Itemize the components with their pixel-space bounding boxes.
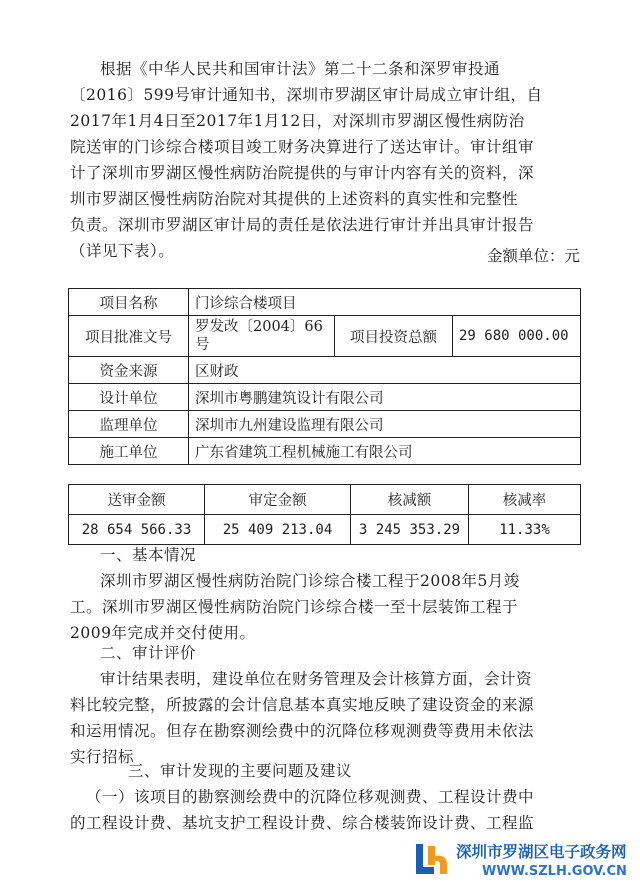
section-1-line-3: 2009年完成并交付使用。 (70, 624, 256, 642)
section-3-heading: 三、审计发现的主要问题及建议 (128, 762, 353, 780)
table-row (69, 438, 581, 465)
funding-label: 资金来源 (69, 357, 189, 384)
section-2-line-2: 料比较完整，所披露的会计信息基本真实地反映了建设资金的来源 (70, 696, 535, 714)
section-1-heading: 一、基本情况 (100, 546, 197, 564)
intro-line-3: 2017年1月4日至2017年1月12日，对深圳市罗湖区慢性病防治 (70, 112, 525, 130)
table-row (69, 515, 581, 545)
section-2-heading: 二、审计评价 (100, 644, 197, 662)
intro-line-6: 圳市罗湖区慢性病防治院对其提供的上述资料的真实性和完整性 (70, 190, 519, 208)
watermark-title: 深圳市罗湖区电子政务网 (456, 843, 627, 861)
submitted-amount-header: 送审金额 (69, 485, 205, 515)
investment-value: 29 680 000.00 (453, 316, 581, 357)
funding-value: 区财政 (189, 357, 581, 384)
approval-label: 项目批准文号 (69, 316, 189, 357)
audit-amount-table (68, 484, 581, 545)
section-2-line-1: 审计结果表明，建设单位在财务管理及会计核算方面，会计资 (100, 670, 533, 688)
table-row (69, 384, 581, 411)
supervision-value: 深圳市九州建设监理有限公司 (189, 411, 581, 438)
section-2-line-3: 和运用情况。但存在勘察测绘费中的沉降位移观测费等费用未依法 (70, 722, 535, 740)
section-1-line-2: 工。深圳市罗湖区慢性病防治院门诊综合楼一至十层装饰工程于 (70, 598, 519, 616)
lh-logo-icon (412, 840, 452, 880)
reduction-amount-value: 3 245 353.29 (351, 515, 469, 545)
intro-line-5: 计了深圳市罗湖区慢性病防治院提供的与审计内容有关的资料，深 (70, 164, 535, 182)
section-2-line-4: 实行招标 (70, 748, 135, 766)
submitted-amount-value: 28 654 566.33 (69, 515, 205, 545)
section-3-line-1: （一）该项目的勘察测绘费中的沉降位移观测费、工程设计费中 (86, 788, 535, 806)
table-row (69, 316, 581, 357)
project-name-label: 项目名称 (69, 289, 189, 316)
site-watermark (412, 836, 638, 886)
intro-line-4: 院送审的门诊综合楼项目竣工财务决算进行了送达审计。审计组审 (70, 138, 535, 156)
project-name-value: 门诊综合楼项目 (189, 289, 581, 316)
intro-line-7: 负责。深圳市罗湖区审计局的责任是依法进行审计并出具审计报告 (70, 216, 535, 234)
table-header-row (69, 485, 581, 515)
reduction-amount-header: 核减额 (351, 485, 469, 515)
construction-label: 施工单位 (69, 438, 189, 465)
reduction-rate-value: 11.33% (469, 515, 581, 545)
intro-line-8: （详见下表）。 (70, 242, 175, 260)
table-row (69, 357, 581, 384)
watermark-url: WWW.SZLH.GOV.CN (482, 864, 627, 879)
supervision-label: 监理单位 (69, 411, 189, 438)
amount-unit: 金额单位：元 (486, 247, 580, 265)
project-info-table (68, 288, 581, 465)
design-label: 设计单位 (69, 384, 189, 411)
approved-amount-header: 审定金额 (205, 485, 351, 515)
section-1-line-1: 深圳市罗湖区慢性病防治院门诊综合楼工程于2008年5月竣 (100, 572, 520, 590)
design-value: 深圳市粤鹏建筑设计有限公司 (189, 384, 581, 411)
table-row (69, 411, 581, 438)
investment-label: 项目投资总额 (335, 316, 453, 357)
intro-line-2: 〔2016〕599号审计通知书，深圳市罗湖区审计局成立审计组，自 (70, 86, 543, 104)
approved-amount-value: 25 409 213.04 (205, 515, 351, 545)
reduction-rate-header: 核减率 (469, 485, 581, 515)
approval-value: 罗发改〔2004〕66号 (189, 316, 335, 357)
intro-line-1: 根据《中华人民共和国审计法》第二十二条和深罗审投通 (100, 60, 501, 78)
construction-value: 广东省建筑工程机械施工有限公司 (189, 438, 581, 465)
table-row (69, 289, 581, 316)
section-3-line-2: 的工程设计费、基坑支护工程设计费、综合楼装饰设计费、工程监 (70, 814, 535, 832)
